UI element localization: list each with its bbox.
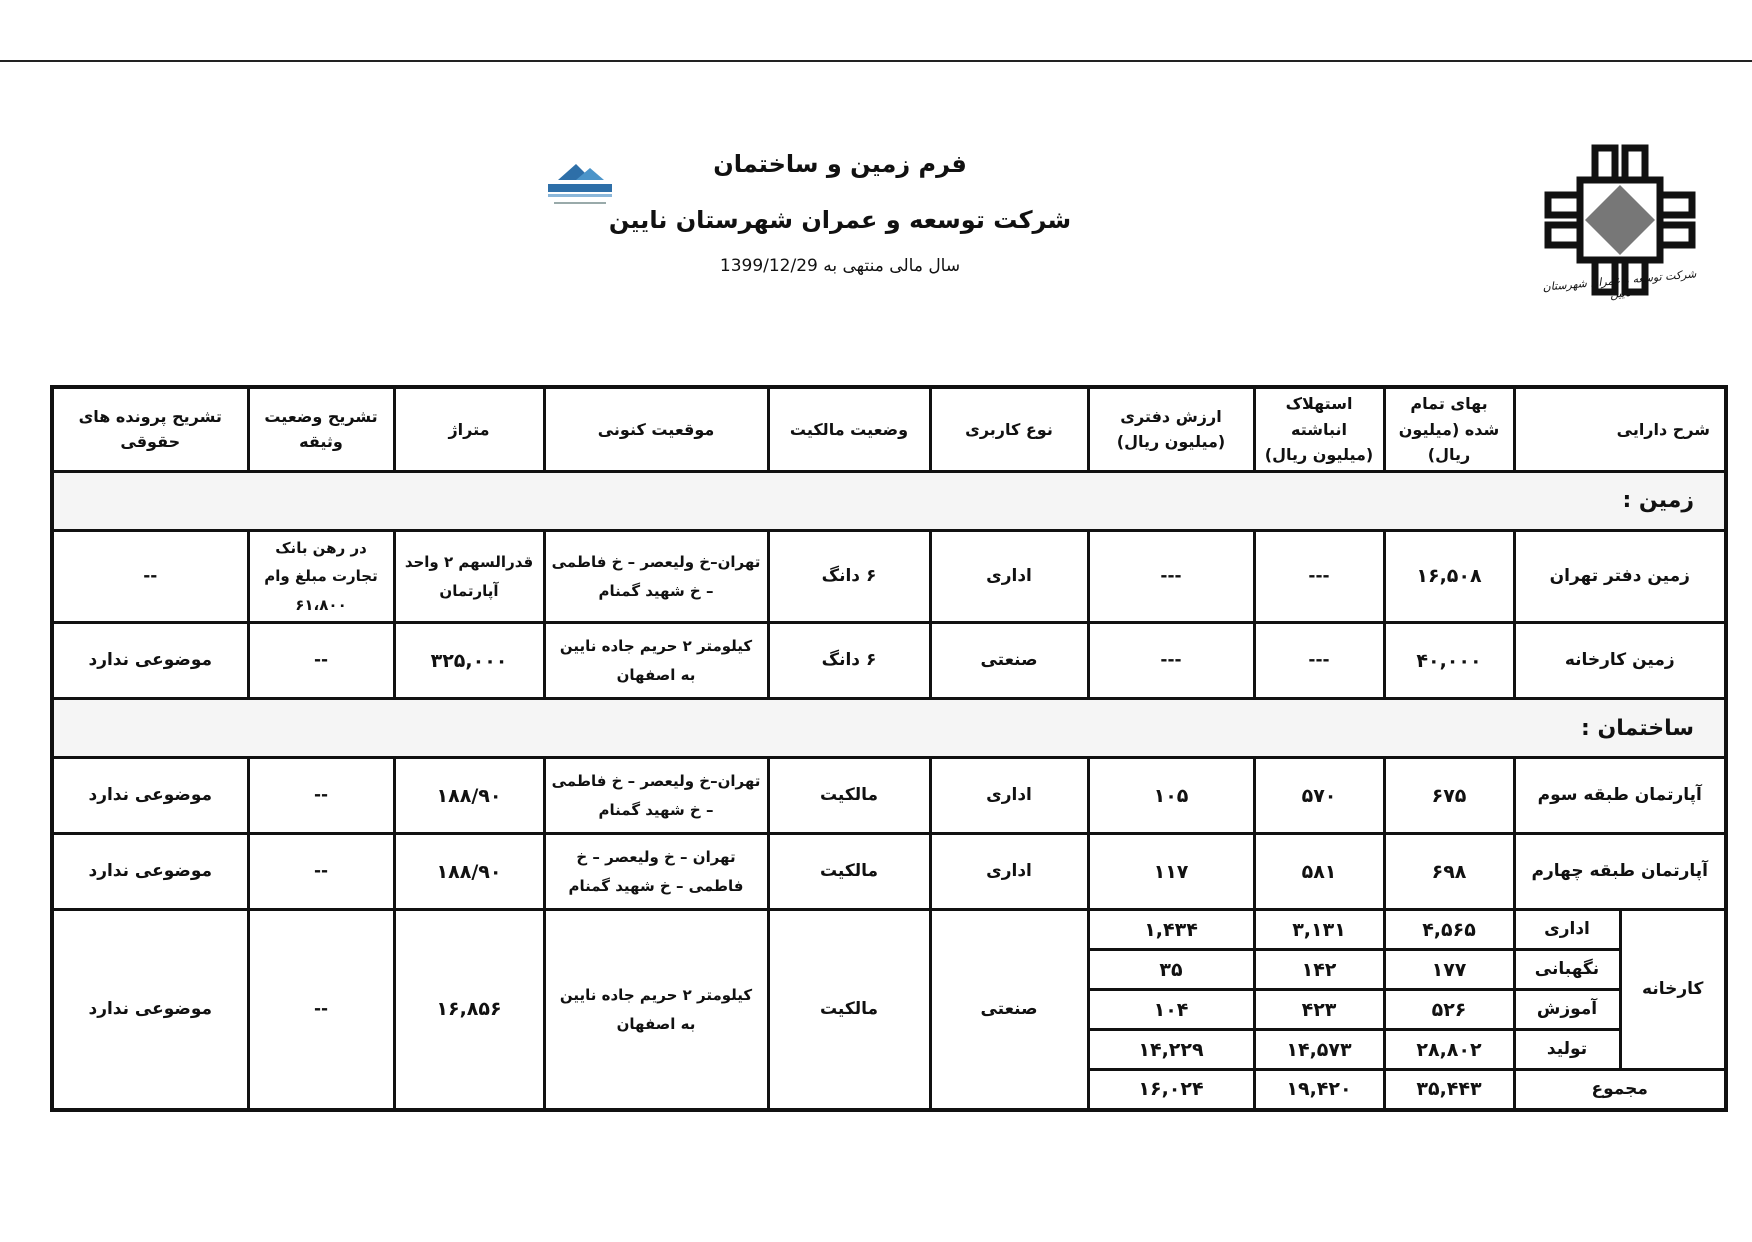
book-value: ۱۰۴ — [1088, 990, 1254, 1030]
legal-value: موضوعی ندارد — [52, 758, 248, 834]
usage-value: اداری — [930, 758, 1088, 834]
book-value: ۱۴,۲۲۹ — [1088, 1030, 1254, 1070]
cost-value: ۶۹۸ — [1384, 834, 1514, 910]
book-value: ۱۰۵ — [1088, 758, 1254, 834]
usage-value: اداری — [930, 530, 1088, 623]
depreciation-value: --- — [1254, 623, 1384, 699]
location-value: تهران–خ ولیعصر – خ فاطمی – خ شهید گمنام — [544, 758, 768, 834]
depreciation-value: ۵۸۱ — [1254, 834, 1384, 910]
usage-value: صنعتی — [930, 910, 1088, 1110]
section-land-label: زمین : — [52, 471, 1726, 530]
ownership-value: مالکیت — [768, 834, 930, 910]
book-value: ۱۱۷ — [1088, 834, 1254, 910]
collateral-value: -- — [248, 910, 394, 1110]
col-book-value: ارزش دفتری (میلیون ریال) — [1088, 387, 1254, 471]
cost-value: ۲۸,۸۰۲ — [1384, 1030, 1514, 1070]
factory-item-name: نگهبانی — [1514, 950, 1620, 990]
legal-value: -- — [52, 530, 248, 623]
depreciation-value: ۴۲۳ — [1254, 990, 1384, 1030]
location-value: کیلومتر ۲ حریم جاده نایین به اصفهان — [544, 910, 768, 1110]
legal-value: موضوعی ندارد — [52, 623, 248, 699]
depreciation-value: --- — [1254, 530, 1384, 623]
legal-value: موضوعی ندارد — [52, 910, 248, 1110]
col-location: موقعیت کنونی — [544, 387, 768, 471]
usage-value: صنعتی — [930, 623, 1088, 699]
collateral-value: -- — [248, 758, 394, 834]
depreciation-value: ۵۷۰ — [1254, 758, 1384, 834]
collateral-value: -- — [248, 623, 394, 699]
area-value: ۱۸۸/۹۰ — [394, 834, 544, 910]
asset-name: آپارتمان طبقه چهارم — [1514, 834, 1726, 910]
cost-value: ۴,۵۶۵ — [1384, 910, 1514, 950]
cost-value: ۴۰,۰۰۰ — [1384, 623, 1514, 699]
book-value: --- — [1088, 623, 1254, 699]
section-land — [52, 471, 1726, 530]
asset-name: زمین دفتر تهران — [1514, 530, 1726, 623]
section-building-label: ساختمان : — [52, 699, 1726, 758]
legal-value: موضوعی ندارد — [52, 834, 248, 910]
cost-value: ۱۶,۵۰۸ — [1384, 530, 1514, 623]
section-building — [52, 699, 1726, 758]
company-logo-caption: شرکت توسعه و عمران شهرستان نایین — [1542, 267, 1697, 301]
depreciation-value: ۱۴,۵۷۳ — [1254, 1030, 1384, 1070]
collateral-value: -- — [248, 834, 394, 910]
depreciation-value: ۱۴۲ — [1254, 950, 1384, 990]
table-header-row — [52, 387, 1726, 471]
collateral-value: در رهن بانک تجارت مبلغ وام ۶۱،۸۰۰ — [248, 530, 394, 623]
table-row — [52, 530, 1726, 623]
table-row — [52, 758, 1726, 834]
total-depreciation: ۱۹,۴۲۰ — [1254, 1070, 1384, 1110]
factory-item-name: آموزش — [1514, 990, 1620, 1030]
ownership-value: ۶ دانگ — [768, 530, 930, 623]
asset-name: آپارتمان طبقه سوم — [1514, 758, 1726, 834]
col-usage: نوع کاربری — [930, 387, 1088, 471]
book-value: ۱,۴۳۴ — [1088, 910, 1254, 950]
table-row — [52, 623, 1726, 699]
cost-value: ۵۲۶ — [1384, 990, 1514, 1030]
location-value: تهران – خ ولیعصر – خ فاطمی – خ شهید گمنام — [544, 834, 768, 910]
col-asset: شرح دارایی — [1514, 387, 1726, 471]
area-value: قدرالسهم ۲ واحد آپارتمان — [394, 530, 544, 623]
col-collateral: تشریح وضعیت وثیقه — [248, 387, 394, 471]
cost-value: ۱۷۷ — [1384, 950, 1514, 990]
asset-table — [50, 385, 1728, 1112]
col-legal: تشریح پرونده های حقوقی — [52, 387, 248, 471]
fiscal-year: سال مالی منتهی به 1399/12/29 — [719, 256, 961, 276]
factory-row — [52, 910, 1726, 950]
total-cost: ۳۵,۴۴۳ — [1384, 1070, 1514, 1110]
factory-label: کارخانه — [1620, 910, 1726, 1070]
book-value: ۳۵ — [1088, 950, 1254, 990]
cost-value: ۶۷۵ — [1384, 758, 1514, 834]
col-area: متراژ — [394, 387, 544, 471]
location-value: تهران–خ ولیعصر – خ فاطمی – خ شهید گمنام — [544, 530, 768, 623]
table-row — [52, 834, 1726, 910]
total-book-value: ۱۶,۰۲۴ — [1088, 1070, 1254, 1110]
usage-value: اداری — [930, 834, 1088, 910]
col-depreciation: استهلاک انباشته (میلیون ریال) — [1254, 387, 1384, 471]
factory-item-name: تولید — [1514, 1030, 1620, 1070]
form-title: فرم زمین و ساختمان — [713, 150, 967, 178]
location-value: کیلومتر ۲ حریم جاده نایین به اصفهان — [544, 623, 768, 699]
area-value: ۱۶,۸۵۶ — [394, 910, 544, 1110]
top-rule — [0, 60, 1752, 62]
col-cost: بهای تمام شده (میلیون ریال) — [1384, 387, 1514, 471]
area-value: ۱۸۸/۹۰ — [394, 758, 544, 834]
ownership-value: مالکیت — [768, 910, 930, 1110]
ownership-value: مالکیت — [768, 758, 930, 834]
area-value: ۳۲۵,۰۰۰ — [394, 623, 544, 699]
depreciation-value: ۳,۱۳۱ — [1254, 910, 1384, 950]
asset-name: زمین کارخانه — [1514, 623, 1726, 699]
ownership-value: ۶ دانگ — [768, 623, 930, 699]
total-label: مجموع — [1514, 1070, 1726, 1110]
company-name: شرکت توسعه و عمران شهرستان نایین — [608, 206, 1072, 234]
book-value: --- — [1088, 530, 1254, 623]
factory-item-name: اداری — [1514, 910, 1620, 950]
col-ownership: وضعیت مالکیت — [768, 387, 930, 471]
